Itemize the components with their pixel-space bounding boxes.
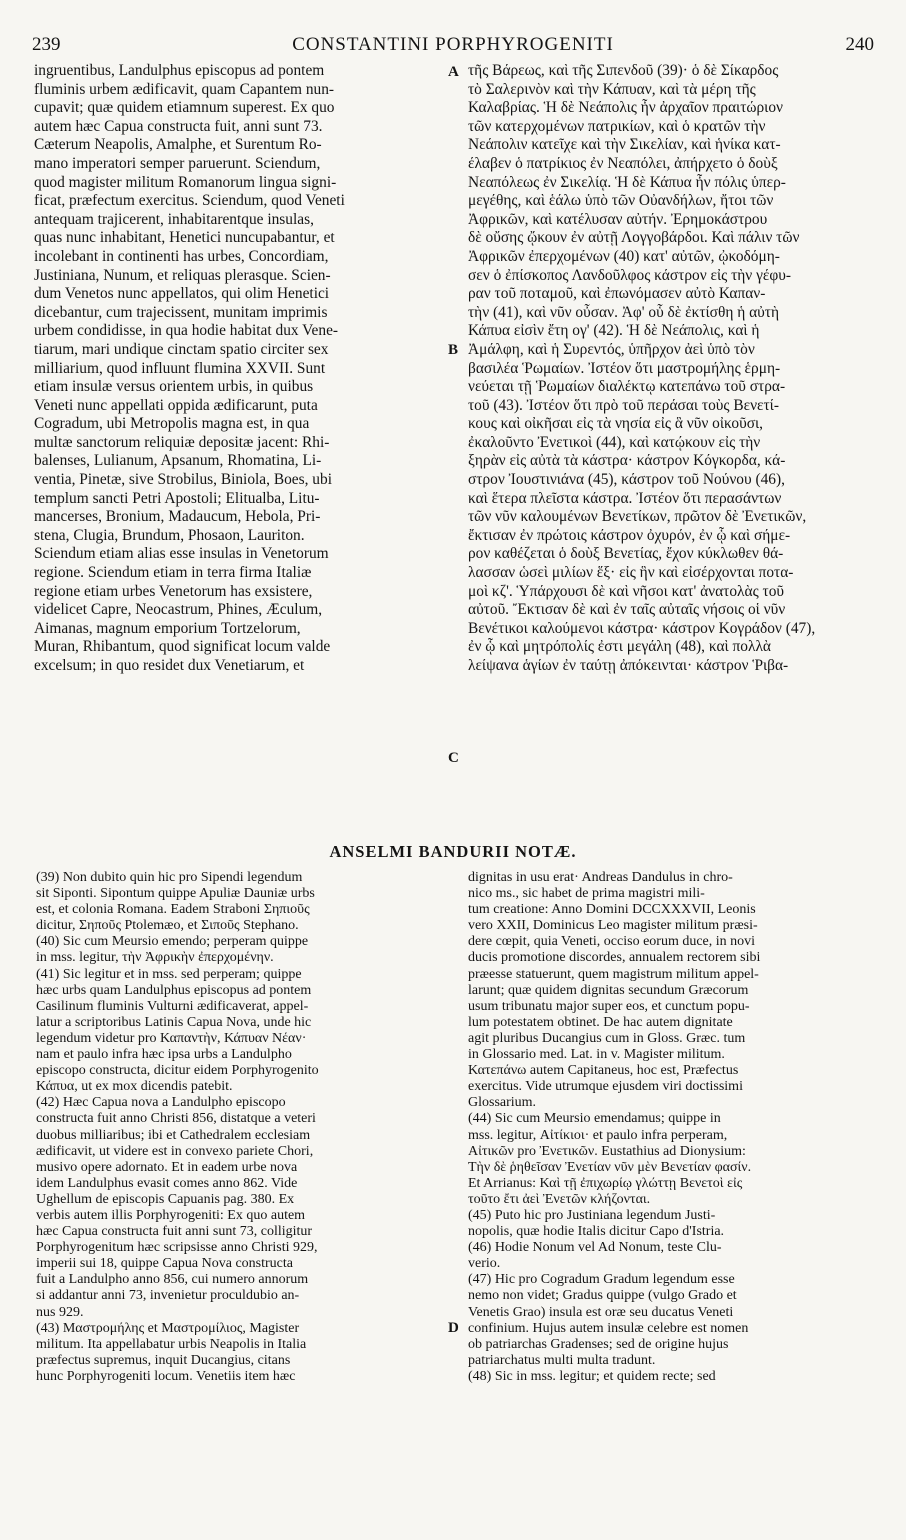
note-line: ducis promotione discordes, annualem rectorem sibi [468, 950, 761, 966]
page-number-left: 239 [32, 34, 61, 55]
greek-text-line: νεύεται τῇ Ῥωμαίων διαλέκτῳ κατεπάνω τοῦ στρα- [468, 378, 786, 396]
greek-text-line: βασιλέα Ῥωμαίων. Ἰστέον ὅτι μαστρομήλης ἑρμη- [468, 359, 781, 377]
latin-text-line: autem hæc Capua constructa fuit, anni sunt 73. [34, 117, 323, 135]
note-line: Ughellum de episcopis Capuanis pag. 380. Ex [36, 1191, 295, 1207]
note-line: nico ms., sic habet de prima magistri mili- [468, 886, 705, 902]
note-line: Αἰτικῶν pro Ἐνετικῶν. Eustathius ad Dionysium: [468, 1143, 746, 1159]
note-line: (46) Hodie Nonum vel Ad Nonum, teste Clu- [468, 1240, 722, 1256]
note-line: hæc Capua constructa fuit anni sunt 73, colligitur [36, 1224, 313, 1240]
latin-text-line: ventia, Pinetæ, sive Strobilus, Biniola, Boes, ubi [34, 471, 332, 489]
note-line: verbis autem illis Porphyrogeniti: Ex quo autem [36, 1207, 306, 1223]
latin-text-line: regione. Sciendum etiam in terra firma Italiæ [34, 564, 312, 582]
note-line: usum tribunatu major super eos, et cunctum popu- [468, 998, 750, 1014]
note-line: vero XXII, Dominicus Leo magister militum præsi- [468, 918, 758, 934]
note-line: legendum videtur pro Καπαντὴν, Κάπυαν Νέαν· [36, 1030, 307, 1046]
greek-text-line: τῶν κατερχομένων πατρικίων, καὶ ὁ κρατῶν τὴν [468, 117, 766, 135]
latin-text-line: Justiniana, Nunum, et reliquas plerasque. Scien- [34, 266, 331, 284]
latin-text-line: tiarum, mari undique cinctam spatio circiter sex [34, 340, 329, 358]
latin-text-line: urbem condidisse, in qua hodie habitat dux Vene- [34, 322, 339, 340]
note-line: Casilinum fluminis Vulturni ædificaverat, appel- [36, 998, 309, 1014]
note-line: in Glossario med. Lat. in v. Magister militum. [468, 1047, 725, 1063]
note-line: in mss. legitur, τὴν Ἀφρικὴν ἐπερχομένην. [36, 950, 274, 966]
note-line: nus 929. [36, 1304, 84, 1320]
page-header [32, 34, 874, 56]
note-line: est, et colonia Romana. Eadem Straboni Σηπιοῦς [36, 902, 310, 918]
greek-text-line: Νεαπόλεως ἐν Σικελίᾳ. Ἡ δὲ Κάπυα ἦν πόλις ὑπερ- [468, 173, 786, 191]
greek-text-line: Ἀφρικῶν, καὶ κατέλυσαν αὐτήν. Ἐρημοκάστρου [468, 210, 768, 228]
note-line: patriarchatus multi multa tradunt. [468, 1352, 656, 1368]
note-line: dere cœpit, quia Veneti, occiso eorum duce, in novi [468, 934, 756, 950]
note-line: verio. [468, 1256, 501, 1272]
greek-text-line: ρον καθέζεται ὁ δοὺξ Βενετίας, ἔχον κύκλωθεν θά- [468, 545, 784, 563]
latin-text-line: Aimanas, magnum emporium Tortzelorum, [34, 619, 301, 637]
greek-text-line: τοῦ (43). Ἰστέον ὅτι πρὸ τοῦ περάσαι τοὺς Βενετί- [468, 396, 779, 414]
note-line: constructa fuit anno Christi 856, distatque a veteri [36, 1111, 316, 1127]
greek-text-line: στρον Ἰουστινιάνα (45), κάστρον τοῦ Νούνου (46), [468, 471, 785, 489]
note-line: (47) Hic pro Cogradum Gradum legendum esse [468, 1272, 735, 1288]
note-line: dignitas in usu erat· Andreas Dandulus in chro- [468, 870, 733, 885]
greek-text-line: τὸ Σαλερινὸν καὶ τὴν Κάπυαν, καὶ τὰ μέρη τῆς [468, 80, 756, 98]
greek-text-line: τὴν (41), καὶ νῦν οὖσαν. Ἀφ' οὗ δὲ ἐκτίσθη ἡ αὐτὴ [468, 303, 780, 321]
note-line: sit Siponti. Sipontum quippe Apuliæ Dauniæ urbs [36, 886, 315, 902]
note-line: Glossarium. [468, 1095, 537, 1111]
latin-text-line: videlicet Capre, Neocastrum, Phines, Æculum, [34, 601, 323, 619]
note-line: tum creatione: Anno Domini DCCXXXVII, Leonis [468, 902, 756, 918]
note-line: militum. Ita appellabatur urbis Neapolis in Italia [36, 1336, 307, 1352]
latin-text-line: Sciendum etiam alias esse insulas in Venetorum [34, 545, 329, 563]
note-line: nopolis, quæ hodie Italis dicitur Capo d'Istria. [468, 1224, 725, 1240]
running-title: CONSTANTINI PORPHYROGENITI [292, 34, 614, 55]
greek-text-line: Βενέτικοι καλούμενοι κάστρα· κάστρον Κογράδον (47), [468, 619, 816, 637]
greek-text-column [468, 62, 878, 676]
note-line: (40) Sic cum Meursio emendo; perperam quippe [36, 934, 309, 950]
greek-text-line: κους καὶ οἰκῆσαι εἰς τὰ νησία εἰς ἃ νῦν οἰκοῦσι, [468, 415, 764, 433]
note-line: exercitus. Vide utrumque ejusdem viri doctissimi [468, 1079, 743, 1095]
greek-text-line: Κάπυα εἰσὶν ἔτη ογ' (42). Ἡ δὲ Νεάπολις, καὶ ἡ [468, 322, 760, 340]
note-line: fuit a Landulpho anno 856, cui numero annorum [36, 1272, 309, 1288]
note-line: τοῦτο ἔτι ἀεὶ Ἐνετῶν κλήζονται. [468, 1191, 651, 1207]
note-line: (42) Hæc Capua nova a Landulpho episcopo [36, 1095, 286, 1111]
notes-left-column [36, 870, 446, 1385]
note-line: episcopo constructa, dicitur eidem Porphyrogenito [36, 1063, 319, 1079]
note-line: musivo opere adornato. Et in eadem urbe nova [36, 1159, 298, 1175]
greek-text-line: Νεάπολιν κατεῖχε καὶ τὴν Σικελίαν, καὶ ἡνίκα κατ- [468, 136, 781, 154]
margin-marker-d: D [448, 1320, 459, 1336]
latin-text-line: Cogradum, ubi Metropolis magna est, in qua [34, 415, 310, 433]
latin-text-line: Veneti nunc appellati oppida ædificarunt, puta [34, 396, 318, 414]
note-line: Porphyrogenitum hæc scripsisse anno Christi 929, [36, 1240, 318, 1256]
greek-text-line: ξηρὰν εἰς αὐτὰ τὰ κάστρα· κάστρον Κόγκορδα, κά- [468, 452, 786, 470]
latin-text-line: regione etiam urbes Venetorum has exsistere, [34, 582, 313, 600]
note-line: lum potestatem obtinet. De hac autem dignitate [468, 1014, 733, 1030]
latin-text-line: multæ sanctorum reliquiæ depositæ jacent: Rhi- [34, 433, 330, 451]
greek-text-line: τῆς Βάρεως, καὶ τῆς Σιπενδοῦ (39)· ὁ δὲ Σίκαρδος [468, 62, 779, 79]
greek-text-line: σεν ὁ ἐπίσκοπος Λανδοῦλφος κάστρον εἰς τὴν γέφυ- [468, 266, 792, 284]
latin-text-line: antequam trajicerent, inhabitarentque insulas, [34, 210, 314, 228]
note-line: Κάπυα, ut ex mox dicendis patebit. [36, 1079, 233, 1095]
note-line: nemo non videt; Gradus quippe (vulgo Grado et [468, 1288, 737, 1304]
note-line: Τὴν δὲ ῥηθεῖσαν Ἐνετίαν νῦν μὲν Βενετίαν φασίν. [468, 1159, 752, 1175]
note-line: latur a scriptoribus Latinis Capua Nova, unde hic [36, 1014, 312, 1030]
note-line: imperii sui 18, quippe Capua Nova constructa [36, 1256, 293, 1272]
latin-text-line: Muran, Rhibantum, quod significat locum valde [34, 638, 331, 656]
note-line: (43) Μαστρομήλης et Μαστρομίλιος, Magister [36, 1320, 300, 1336]
latin-text-line: fluminis urbem ædificavit, quam Capantem nun- [34, 80, 335, 98]
latin-text-line: mano imperatori semper paruerunt. Sciendum, [34, 154, 321, 172]
greek-text-line: τῶν νῦν καλουμένων Βενετίκων, πρῶτον δὲ Ἐνετικῶν, [468, 508, 807, 526]
latin-text-line: quod magister militum Romanorum lingua signi- [34, 173, 337, 191]
latin-text-line: milliarium, quod influunt flumina XXVII. Sunt [34, 359, 326, 377]
note-line: hæc urbs quam Landulphus episcopus ad pontem [36, 982, 312, 998]
margin-marker-a: A [448, 64, 459, 80]
greek-text-line: λείψανα ἁγίων ἐν ταύτῃ ἀπόκεινται· κάστρον Ῥιβα- [468, 657, 789, 674]
note-line: (45) Puto hic pro Justiniana legendum Justi- [468, 1207, 716, 1223]
greek-text-line: καὶ ἕτερα πλεῖστα κάστρα. Ἰστέον ὅτι περασάντων [468, 489, 782, 507]
latin-text-line: ingruentibus, Landulphus episcopus ad pontem [34, 62, 325, 79]
margin-marker-b: B [448, 342, 459, 358]
note-line: duobus milliaribus; ibi et Cathedralem ecclesiam [36, 1127, 311, 1143]
note-line: confinium. Hujus autem insulæ celebre est nomen [468, 1320, 749, 1336]
greek-text-line: Ἀφρικῶν ἐπερχομένων (40) κατ' αὐτῶν, ᾠκοδόμη- [468, 247, 780, 265]
latin-text-line: mancerses, Bronium, Madaucum, Hebola, Pri- [34, 508, 321, 526]
latin-text-line: quas nunc inhabitant, Henetici nuncupabantur, et [34, 229, 335, 247]
greek-text-line: ἔκτισαν ἐν πρώτοις κάστρον ὀχυρόν, ἐν ᾧ καὶ σήμε- [468, 526, 791, 544]
latin-text-line: dum Venetos nunc appellatos, qui olim Henetici [34, 285, 330, 303]
note-line: præesse statuerunt, quem magistrum militum appel- [468, 966, 759, 982]
greek-text-line: ἐν ᾧ καὶ μητρόπολίς ἐστι μεγάλη (48), καὶ πολλὰ [468, 638, 771, 656]
note-line: idem Landulphus evasit comes anno 862. Vide [36, 1175, 298, 1191]
greek-text-line: ἐκαλοῦντο Ἐνετικοὶ (44), καὶ κατῴκουν εἰς τὴν [468, 433, 761, 451]
note-line: Κατεπάνω autem Capitaneus, hoc est, Præfectus [468, 1063, 739, 1079]
note-line: Et Arrianus: Καὶ τῇ ἐπιχωρίῳ γλώττῃ Βενετοὶ εἰς [468, 1175, 743, 1191]
greek-text-line: μοὶ κζ'. Ὑπάρχουσι δὲ καὶ νῆσοι κατ' ἀνατολὰς τοῦ [468, 582, 785, 600]
note-line: ædificavit, ut videre est in convexo pariete Chori, [36, 1143, 314, 1159]
latin-text-line: Cæterum Neapolis, Amalphe, et Surentum Ro- [34, 136, 322, 154]
page-number-right: 240 [845, 34, 874, 55]
note-line: nam et paulo infra hæc ipsa urbs a Landulpho [36, 1047, 292, 1063]
note-line: (44) Sic cum Meursio emendamus; quippe in [468, 1111, 721, 1127]
latin-text-line: ficat, præfectum exercitus. Sciendum, quod Veneti [34, 192, 345, 210]
greek-text-line: δὲ οὔσης ᾤκουν ἐν αὐτῇ Λογγοβάρδοι. Καὶ πάλιν τῶν [468, 229, 800, 247]
latin-text-line: balenses, Lulianum, Apsanum, Rhomatina, Li- [34, 452, 322, 470]
greek-text-line: ραν τοῦ ποταμοῦ, καὶ ἐπωνόμασεν αὐτὸ Καπαν- [468, 285, 766, 303]
latin-text-line: dicebantur, cum trajecissent, munitam imprimis [34, 303, 328, 321]
note-line: dicitur, Σηποῦς Ptolemæo, et Σιποῦς Stephano. [36, 918, 299, 934]
note-line: (41) Sic legitur et in mss. sed perperam; quippe [36, 966, 302, 982]
latin-text-line: etiam insulæ versus orientem urbis, in quibus [34, 378, 314, 396]
latin-text-line: templum sancti Petri Apostoli; Elitualba, Litu- [34, 489, 320, 507]
latin-text-line: cupavit; quæ quidem etiamnum superest. Ex quo [34, 99, 335, 117]
latin-text-column [34, 62, 444, 676]
note-line: præfectus supremus, inquit Ducangius, citans [36, 1352, 291, 1368]
note-line: larunt; quæ quidem dignitas secundum Græcorum [468, 982, 749, 998]
greek-text-line: λασσαν ὡσεὶ μιλίων ἕξ· εἰς ἣν καὶ εἰσέρχονται ποτα- [468, 564, 794, 582]
latin-text-line: excelsum; in quo residet dux Venetiarum, et [34, 657, 305, 674]
note-line: (48) Sic in mss. legitur; et quidem recte; sed [468, 1368, 716, 1384]
notes-title: ANSELMI BANDURII NOTÆ. [329, 842, 577, 861]
greek-text-line: μεγέθης, καὶ ἑάλω ὑπὸ τῶν Οὐανδήλων, ἤτοι τῶν [468, 192, 774, 210]
greek-text-line: αὐτοῦ. Ἔκτισαν δὲ καὶ ἐν ταῖς αὐταῖς νήσοις οἱ νῦν [468, 601, 786, 619]
note-line: agit pluribus Ducangius cum in Gloss. Græc. tum [468, 1030, 746, 1046]
note-line: ob patriarchas Gradenses; sed de origine hujus [468, 1336, 729, 1352]
latin-text-line: incolebant in continenti has urbes, Concordiam, [34, 247, 329, 265]
note-line: hunc Porphyrogeniti locum. Venetiis item hæc [36, 1368, 296, 1384]
greek-text-line: έλαβεν ὁ πατρίκιος ἐν Νεαπόλει, ἀπήρχετο ὁ δοὺξ [468, 154, 778, 172]
latin-text-line: stena, Clugia, Brundum, Phosaon, Lauriton. [34, 526, 305, 544]
note-line: mss. legitur, Αἰτίκιοι· et paulo infra perperam, [468, 1127, 728, 1143]
note-line: Venetis Grao) insula est oræ seu ducatus Veneti [468, 1304, 734, 1320]
note-line: (39) Non dubito quin hic pro Sipendi legendum [36, 870, 303, 885]
greek-text-line: Ἀμάλφη, καὶ ἡ Συρεντός, ὑπῆρχον ἀεὶ ὑπὸ τὸν [468, 340, 755, 358]
margin-marker-c: C [448, 750, 459, 766]
notes-right-column [468, 870, 878, 1385]
note-line: si addantur anni 73, invenietur proculdubio an- [36, 1288, 300, 1304]
greek-text-line: Καλαβρίας. Ἡ δὲ Νεάπολις ἦν ἀρχαῖον πραιτώριον [468, 99, 783, 117]
